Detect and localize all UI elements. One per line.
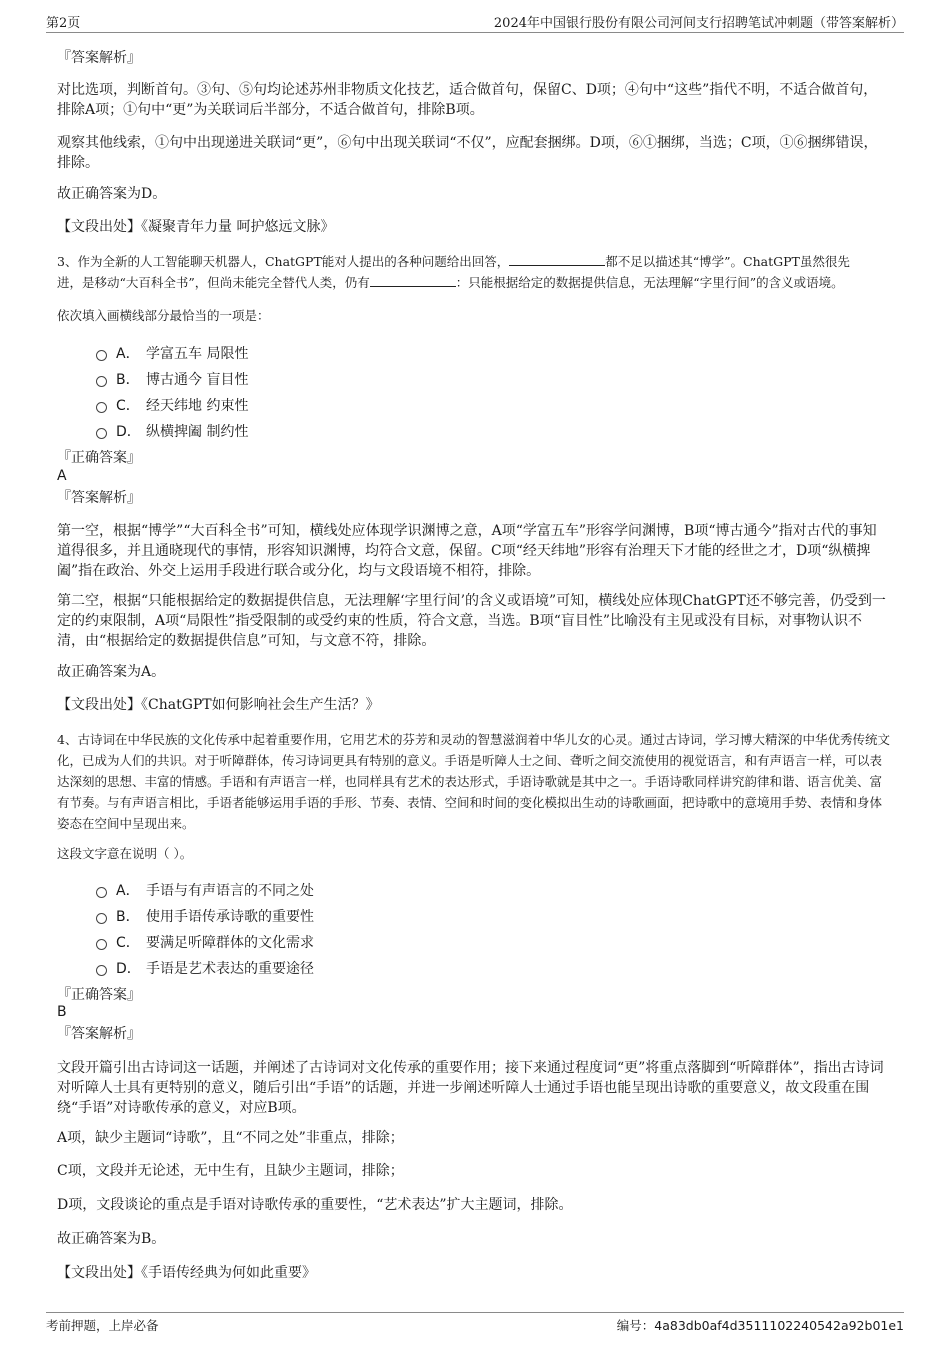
q4-analysis-p2: A项，缺少主题词“诗歌”，且“不同之处”非重点，排除； <box>57 1130 404 1146</box>
q3-stem: 3、作为全新的人工智能聊天机器人，ChatGPT能对人提出的各种问题给出回答， 都不足以描述其“博学”。ChatGPT虽然很先 进，是移动“大百科全书”，但尚未能完全替代人类，仍有 ：只能根据给定的数据提供信息，无法理解“字里行间”的含义或语境。 <box>57 251 892 293</box>
q2-analysis-label: 『答案解析』 <box>57 50 141 66</box>
radio-icon[interactable] <box>96 913 107 924</box>
q3-prompt: 依次填入画横线部分最恰当的一项是： <box>57 308 270 323</box>
q4-stem: 4、古诗词在中华民族的文化传承中起着重要作用，它用艺术的芬芳和灵动的智慧滋润着中华儿女的心灵。通过古诗词，学习博大精深的中华优秀传统文化，已成为人们的共识。对于听障群体，传习诗词更具有特别的意义。手语是听障人士之间、聋听之间交流使用的视觉语言，和有声语言一样，可以表达深刻的思想、丰富的情感。手语和有声语言一样，也同样具有艺术的表达形式，手语诗歌就是其中之一。手语诗歌同样讲究韵律和谐、语言优美、富有节奏。与有声语言相比，手语者能够运用手语的手形、节奏、表情、空间和时间的变化模拟出生动的诗歌画面，把诗歌中的意境用手势、表情和身体姿态在空间中呈现出来。 <box>57 732 890 831</box>
q3-conclusion: 故正确答案为A。 <box>57 664 166 680</box>
document-title: 2024年中国银行股份有限公司河间支行招聘笔试冲刺题（带答案解析） <box>493 15 904 31</box>
q3-option-c[interactable]: C． 经天纬地 约束性 <box>96 395 248 415</box>
q3-blank-2 <box>370 272 456 287</box>
q3-analysis-p2: 第二空，根据“只能根据给定的数据提供信息，无法理解‘字里行间’的含义或语境”可知，横线处应体现ChatGPT还不够完善，仍受到一定的约束限制，A项“局限性”指受限制的或受约束的性质，符合文意，当选。B项“盲目性”比喻没有主见或没有目标，对事物认识不清，由“根据给定的数据提供信息”可知，与文意不符，排除。 <box>57 593 886 649</box>
q3-analysis-p1: 第一空，根据“博学”“大百科全书”可知，横线处应体现学识渊博之意，A项“学富五车”形容学问渊博，B项“博古通今”指对古代的事知道得很多，并且通晓现代的事情，形容知识渊博，均符合文意，保留。C项“经天纬地”形容有治理天下才能的经世之才，D项“纵横捭阖”指在政治、外交上运用手段进行联合或分化，均与文段语境不相符，排除。 <box>57 523 877 579</box>
q4-analysis-p4: D项，文段谈论的重点是手语对诗歌传承的重要性，“艺术表达”扩大主题词，排除。 <box>57 1197 573 1213</box>
footer-slogan: 考前押题，上岸必备 <box>46 1318 159 1333</box>
q4-option-a[interactable]: A． 手语与有声语言的不同之处 <box>96 880 314 900</box>
q3-correct-label: 『正确答案』 <box>57 450 141 466</box>
q4-prompt: 这段文字意在说明（ ）。 <box>57 846 193 861</box>
q4-correct-label: 『正确答案』 <box>57 987 141 1003</box>
page-footer <box>46 1312 904 1335</box>
q4-option-c[interactable]: C． 要满足听障群体的文化需求 <box>96 932 314 952</box>
q3-correct-answer: A <box>57 468 67 484</box>
radio-icon[interactable] <box>96 376 107 387</box>
page-number: 第2页 <box>46 15 81 31</box>
q4-correct-answer: B <box>57 1004 67 1020</box>
radio-icon[interactable] <box>96 350 107 361</box>
q4-conclusion: 故正确答案为B。 <box>57 1231 166 1247</box>
radio-icon[interactable] <box>96 939 107 950</box>
radio-icon[interactable] <box>96 965 107 976</box>
q4-option-d[interactable]: D． 手语是艺术表达的重要途径 <box>96 958 314 978</box>
footer-code-label: 编号： <box>616 1318 655 1333</box>
q4-option-b[interactable]: B． 使用手语传承诗歌的重要性 <box>96 906 314 926</box>
q3-option-b[interactable]: B． 博古通今 盲目性 <box>96 369 248 389</box>
q2-analysis-p2: 观察其他线索，①句中出现递进关联词“更”，⑥句中出现关联词“不仅”，应配套捆绑。D项，⑥①捆绑，当选；C项，①⑥捆绑错误，排除。 <box>57 135 878 171</box>
radio-icon[interactable] <box>96 428 107 439</box>
q2-analysis-p1: 对比选项，判断首句。③句、⑤句均论述苏州非物质文化技艺，适合做首句，保留C、D项；④句中“这些”指代不明，不适合做首句，排除A项；①句中“更”为关联词后半部分，不适合做首句，排除B项。 <box>57 82 878 118</box>
page-header <box>46 10 904 33</box>
q3-blank-1 <box>509 251 605 266</box>
q2-conclusion: 故正确答案为D。 <box>57 186 167 202</box>
q4-analysis-label: 『答案解析』 <box>57 1026 141 1042</box>
radio-icon[interactable] <box>96 402 107 413</box>
q3-option-a[interactable]: A． 学富五车 局限性 <box>96 343 248 363</box>
radio-icon[interactable] <box>96 887 107 898</box>
q4-source: 【文段出处】《手语传经典为何如此重要》 <box>57 1265 316 1281</box>
q2-source: 【文段出处】《凝聚青年力量 呵护悠远文脉》 <box>57 219 335 235</box>
q3-option-d[interactable]: D． 纵横捭阖 制约性 <box>96 421 248 441</box>
q4-analysis-p3: C项，文段并无论述，无中生有，且缺少主题词，排除； <box>57 1163 404 1179</box>
footer-code: 4a83db0af4d3511102240542a92b01e1 <box>654 1318 904 1333</box>
q3-source: 【文段出处】《ChatGPT如何影响社会生产生活？》 <box>57 697 380 713</box>
q4-analysis-p1: 文段开篇引出古诗词这一话题，并阐述了古诗词对文化传承的重要作用；接下来通过程度词“更”将重点落脚到“听障群体”，指出古诗词对听障人士具有更特别的意义，随后引出“手语”的话题，并进一步阐述听障人士通过手语也能呈现出诗歌的重要意义，故文段重在围绕“手语”对诗歌传承的意义，对应B项。 <box>57 1060 884 1116</box>
q3-analysis-label: 『答案解析』 <box>57 490 141 506</box>
footer-code-wrap <box>617 1316 904 1334</box>
